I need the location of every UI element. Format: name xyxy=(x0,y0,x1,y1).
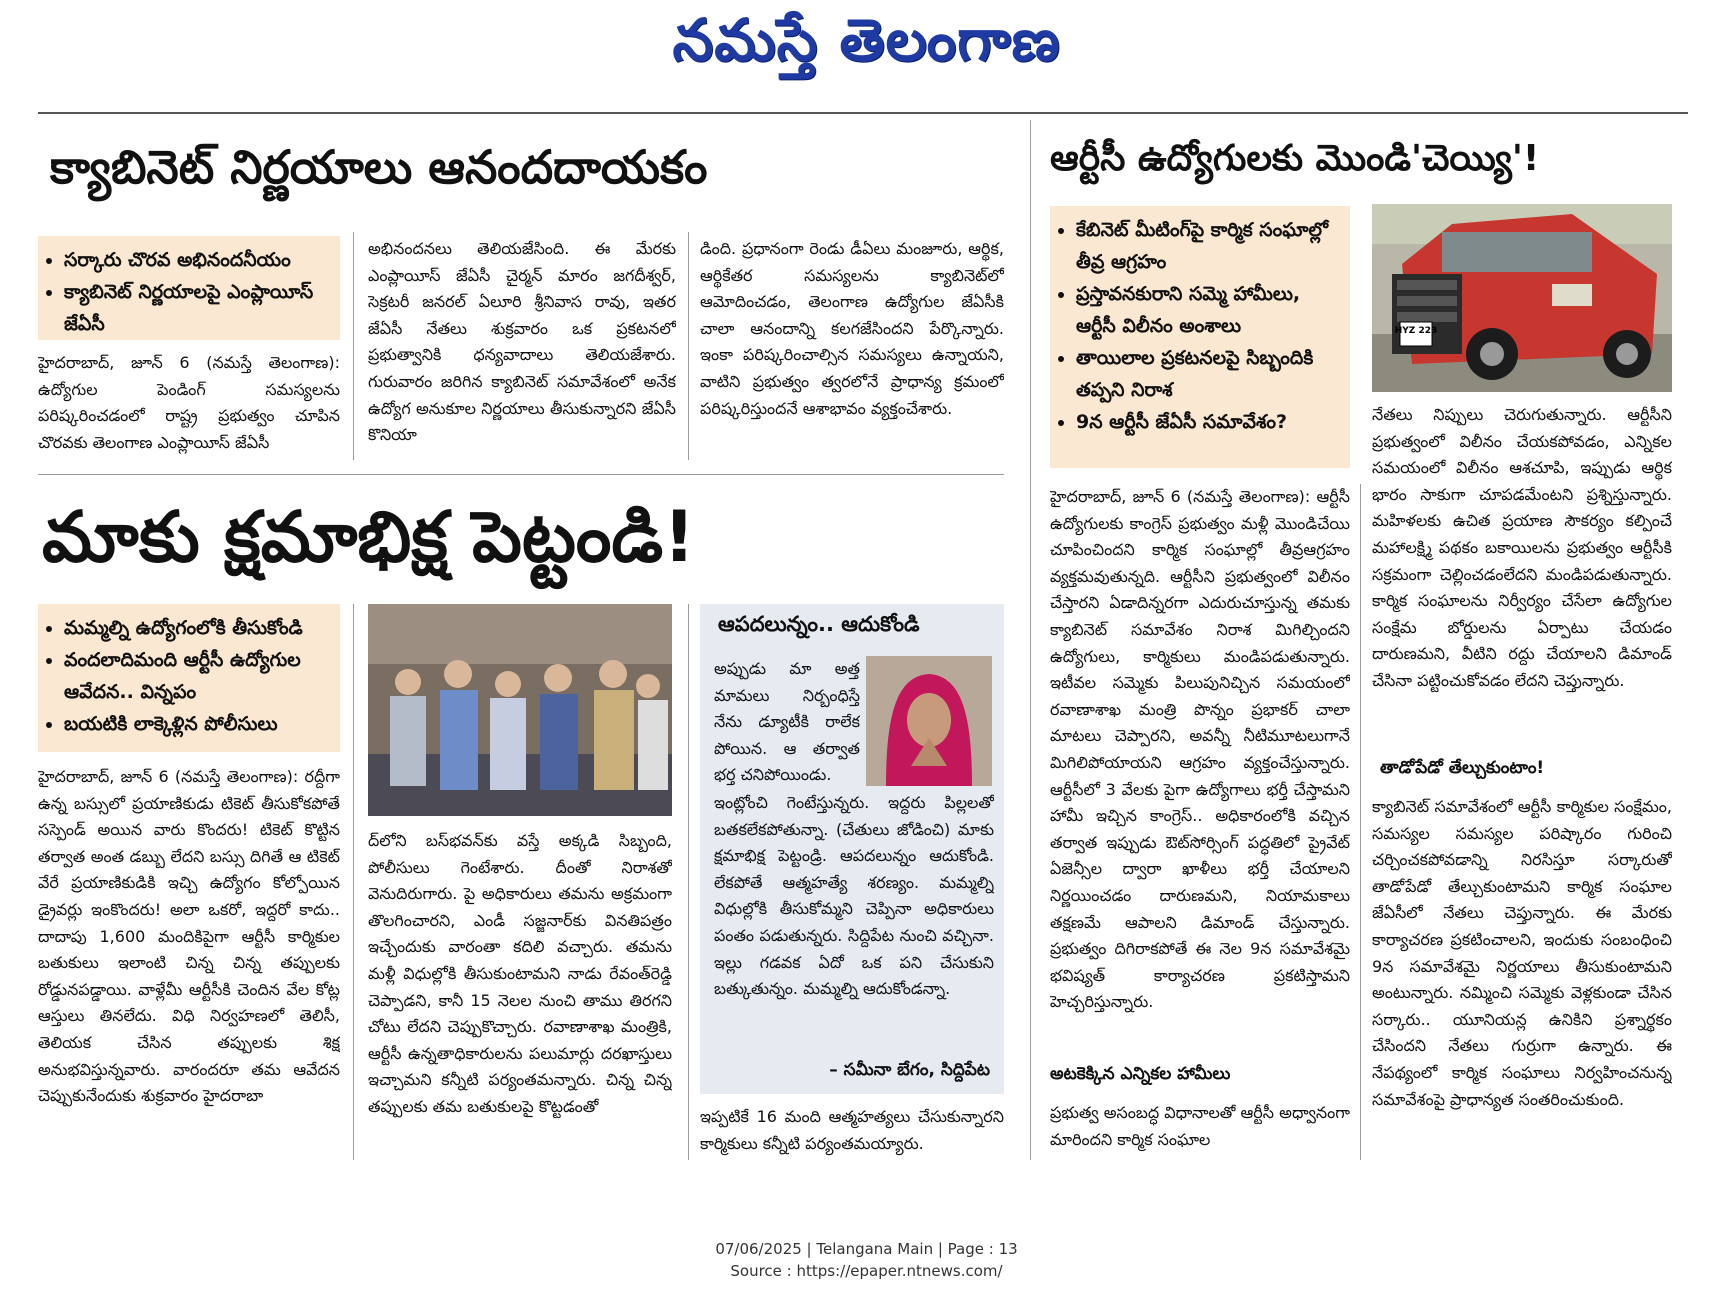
column-rule xyxy=(353,604,354,1160)
highlight-item: • బయటికి లాక్కెళ్లిన పోలీసులు xyxy=(64,708,330,740)
quote-sidebox xyxy=(700,604,1004,1094)
article2-subhead-1: అటకెక్కిన ఎన్నికల హామీలు xyxy=(1050,1064,1231,1084)
portrait-illustration xyxy=(866,656,992,786)
highlight-item: • సర్కారు చొరవ అభినందనీయం xyxy=(64,244,330,276)
highlight-item: • ప్రస్తావనకురాని సమ్మె హామీలు, ఆర్టీసీ విలీనం అంశాలు xyxy=(1076,278,1340,342)
protest-photo xyxy=(368,604,672,816)
section-divider xyxy=(38,474,1004,475)
footer-dateline: 07/06/2025 | Telangana Main | Page : 13 xyxy=(715,1240,1018,1258)
column-rule xyxy=(688,232,689,460)
column-rule xyxy=(688,604,689,1160)
highlight-item: • వందలాదిమంది ఆర్టీసీ ఉద్యోగుల ఆవేదన.. విన్నపం xyxy=(64,644,330,708)
article3-column-1: హైదరాబాద్, జూన్ 6 (నమస్తే తెలంగాణ): రద్దీగా ఉన్న బస్సులో ప్రయాణికుడు టికెట్ తీసుకోకపోతే సస్పెండ్ అయిన వారు కొందరు! టికెట్ కొట్టిన తర్వాత అంత డబ్బు లేదని బస్సు దిగితే ఆ టికెట్ వేరే ప్రయాణికుడికి ఇచ్చి ఉద్యోగం కోల్పోయిన డ్రైవర్లు ఇంకొందరు! అలా ఒకరో, ఇద్దరో కాదు.. దాదాపు 1,600 మందికిపైగా ఆర్టీసీ కార్మికుల బతుకులు ఇలాంటి చిన్న చిన్న తప్పులకు రోడ్డునపడ్డాయి. వాళ్లేమీ ఆర్టీసీకి చెందిన వేల కోట్ల ఆస్తులు తినలేదు. విధి నిర్వహణలో తెలిసీ, తెలియక చేసిన తప్పులకు శిక్ష అనుభవిస్తున్నవారు. వారందరూ తమ ఆవేదన చెప్పుకునేందుకు శుక్రవారం హైదరాబా xyxy=(38,767,340,1106)
article2-subhead-2: తాడోపేడో తేల్చుకుంటాం! xyxy=(1380,758,1545,778)
woman-portrait xyxy=(866,656,992,786)
column-rule xyxy=(1360,484,1361,1160)
sidebox-signature: – సమీనా బేగం, సిద్దిపేట xyxy=(829,1060,990,1080)
vintage-bus-illustration xyxy=(1372,204,1672,392)
sidebox-text: ఇంట్లోంచి గెంటేస్తున్నరు. ఇద్దరు పిల్లలతో బతకలేకపోతున్నా. (చేతులు జోడించి) మాకు క్షమాభిక్ష పెట్టండ్రి. ఆపదలున్నం ఆదుకోండి. లేకపోతే ఆత్మహత్యే శరణ్యం. మమ్మల్ని విధుల్లోకి తీసుకోమ్మని చెప్పినా అధికారులు పంతం పడుతున్నరు. సిద్దిపేట నుంచి వచ్చినా. ఇల్లు గడవక ఏదో ఒక పని చేసుకుని బత్కుతున్నం. మమ్మల్ని ఆదుకోండన్నా. xyxy=(714,793,994,999)
article1-column-2: అభినందనలు తెలియజేసింది. ఈ మేరకు ఎంప్లాయీస్ జేఏసీ చైర్మన్ మారం జగదీశ్వర్, సెక్రటరీ జనరల్ ఏలూరి శ్రీనివాస రావు, ఇతర జేఏసీ నేతలు శుక్రవారం ఒక ప్రకటనలో ప్రభుత్వానికి ధన్యవాదాలు తెలియజేశారు. గురువారం జరిగిన క్యాబినెట్ సమావేశంలో అనేక ఉద్యోగ అనుకూల నిర్ణయాలు తీసుకున్నారని జేఏసీ కొనియా xyxy=(368,239,676,445)
article2-column-1: హైదరాబాద్, జూన్ 6 (నమస్తే తెలంగాణ): ఆర్టీసీ ఉద్యోగులకు కాంగ్రెస్ ప్రభుత్వం మళ్లీ మొండిచేయి చూపించిందని కార్మిక సంఘాల్లో తీవ్రఆగ్రహం వ్యక్తమవుతున్నది. ఆర్టీసీని ప్రభుత్వంలో విలీనం చేస్తారని ఏడాదిన్నరగా ఎదురుచూస్తున్న తమకు క్యాబినెట్ సమావేశం నిరాశ మిగిల్చిందని ఉద్యోగులు, కార్మికులు మండిపడుతున్నారు. ఇటీవల సమ్మెకు పిలుపునిచ్చిన సమయంలో రవాణాశాఖ మంత్రి పొన్నం ప్రభాకర్ చాలా మాటలు చెప్పారని, అవన్నీ నీటిమూటలుగానే మిగిలిపోయాయని ఆగ్రహం వ్యక్తంచేస్తున్నారు. ఆర్టీసీలో 3 వేలకు పైగా ఉద్యోగాలు భర్తీ చేస్తామని హామీ ఇచ్చిన కాంగ్రెస్.. అధికారంలోకి వచ్చిన తర్వాత ఇప్పుడు ఔట్‌సోర్సింగ్ పద్ధతిలో ప్రైవేట్ ఏజెన్సీల ద్వారా ఖాళీలు భర్తీ చేయాలని నిర్ణయించడం దారుణమని, నియామకాలు తక్షణమే ఆపాలని డిమాండ్ చేస్తున్నారు. ప్రభుత్వం దిగిరాకపోతే ఈ నెల 9న సమావేశమై భవిష్యత్ కార్యాచరణ ప్రకటిస్తామని హెచ్చరిస్తున్నారు. xyxy=(1050,487,1350,1012)
article2-column-2: నేతలు నిప్పులు చెరుగుతున్నారు. ఆర్టీసీని ప్రభుత్వంలో విలీనం చేయకపోవడం, ఎన్నికల సమయంలో విలీనం ఆశచూపి, ఇప్పుడు ఆర్థిక భారం సాకుగా చూపడమేంటని ప్రశ్నిస్తున్నారు. మహిళలకు ఉచిత ప్రయాణ సౌకర్యం కల్పించే మహాలక్ష్మి పథకం బకాయిలను ప్రభుత్వం ఆర్టీసీకి సక్రమంగా చెల్లించడంలేదని మండిపడుతున్నారు. కార్మిక సంఘాలను నిర్వీర్యం చేసేలా ఉద్యోగుల సంక్షేమ బోర్డులను ఏర్పాటు చేయడం దారుణమని, వీటిని రద్దు చేయాలని డిమాండ్ చేసినా పట్టించుకోవడం లేదని చెప్తున్నారు. xyxy=(1372,405,1672,690)
article3-column-2: ద్‌లోని బస్‌భవన్‌కు వస్తే అక్కడి సిబ్బంది, పోలీసులు గెంటేశారు. దీంతో నిరాశతో వెనుదిరుగారు. పై అధికారులు తమను అక్రమంగా తొలగించారని, ఎండీ సజ్జనార్‌కు వినతిపత్రం ఇచ్చేందుకు వారంతా కదిలి వచ్చారు. తమను మళ్లీ విధుల్లోకి తీసుకుంటామని నాడు రేవంత్‌రెడ్డి చెప్పాడని, కానీ 15 నెలల నుంచి తాము తిరగని చోటు లేదని చెప్పుకొచ్చారు. రవాణాశాఖ మంత్రికి, ఆర్టీసీ ఉన్నతాధికారులను పలుమార్లు దరఖాస్తులు ఇచ్చామని కన్నీటి పర్యంతమన్నారు. చిన్న చిన్న తప్పులకు తమ బతుకులపై కొట్టడంతో xyxy=(368,831,672,1116)
article3-highlights xyxy=(38,604,340,752)
highlight-item: • కేబినెట్ మీటింగ్‌పై కార్మిక సంఘాల్లో తీవ్ర ఆగ్రహం xyxy=(1076,214,1340,278)
article1-headline: క్యాబినెట్ నిర్ణయాలు ఆనందదాయకం xyxy=(50,140,708,194)
article2-column-1b: ప్రభుత్వ అసంబద్ధ విధానాలతో ఆర్టీసీ అధ్వానంగా మారిందని కార్మిక సంఘాల xyxy=(1050,1103,1350,1149)
article3-headline: మాకు క్షమాభిక్ష పెట్టండి! xyxy=(42,496,696,578)
license-plate-text: HYZ 223 xyxy=(1394,326,1438,336)
article2-column-2b: క్యాబినెట్ సమావేశంలో ఆర్టీసీ కార్మికుల సంక్షేమం, సమస్యల సమస్యల పరిష్కారం గురించి చర్చించకపోవడాన్ని నిరసిస్తూ సర్కారుతో తాడోపేడో తేల్చుకుంటామని కార్మిక సంఘాల జేఏసీలో నేతలు చెప్తున్నారు. ఈ మేరకు కార్యాచరణ ప్రకటించాలని, ఇందుకు సంబంధించి 9న సమావేశమై నిర్ణయాలు తీసుకుంటామని అంటున్నారు. నమ్మించి సమ్మెకు వెళ్లకుండా చేసిన సర్కారు.. యూనియన్ల ఉనికిని ప్రశ్నార్థకం చేసిందని నేతలు గుర్రుగా ఉన్నారు. ఈ నేపథ్యంలో కార్మిక సంఘాలు నిర్వహించనున్న సమావేశంపై ప్రాధాన్యత సంతరించుకుంది. xyxy=(1372,797,1672,1109)
sidebox-text-top: అప్పుడు మా అత్త మామలు నిర్బంధిస్తే నేను డ్యూటీకి రాలేక పోయిన. ఆ తర్వాత భర్త చనిపోయిండు. xyxy=(714,659,860,785)
column-rule xyxy=(353,232,354,460)
section-rule xyxy=(1030,120,1031,1160)
masthead-divider xyxy=(38,112,1688,114)
highlight-item: • మమ్మల్ని ఉద్యోగంలోకి తీసుకోండి xyxy=(64,612,330,644)
bus-photo xyxy=(1372,204,1672,392)
highlight-item: • తాయిలాల ప్రకటనలపై సిబ్బందికి తప్పని నిరాశ xyxy=(1076,342,1340,406)
sidebox-title: ఆపదలున్నం.. ఆదుకోండి xyxy=(718,612,920,636)
article1-column-3: డింది. ప్రధానంగా రెండు డీఏలు మంజూరు, ఆర్థిక, ఆర్థికేతర సమస్యలను క్యాబినెట్‌లో ఆమోదించడం, తెలంగాణ ఉద్యోగుల జేఏసీకి చాలా ఆనందాన్ని కలగజేసిందని పేర్కొన్నారు. ఇంకా పరిష్కరించాల్సిన సమస్యలు ఉన్నాయని, వాటిని ప్రభుత్వం త్వరలోనే ప్రాధాన్య క్రమంలో పరిష్కరిస్తుందనే ఆశాభావం వ్యక్తంచేశారు. xyxy=(700,239,1004,418)
article3-column-3: ఇప్పటికే 16 మంది ఆత్మహత్యలు చేసుకున్నారని కార్మికులు కన్నీటి పర్యంతమయ్యారు. xyxy=(700,1107,1004,1153)
article1-column-1: హైదరాబాద్, జూన్ 6 (నమస్తే తెలంగాణ): ఉద్యోగుల పెండింగ్ సమస్యలను పరిష్కరించడంలో రాష్ట్ర ప్రభుత్వం చూపిన చొరవకు తెలంగాణ ఎంప్లాయీస్ జేఏసీ xyxy=(38,353,340,452)
masthead-logo: నమస్తే తెలంగాణ xyxy=(672,6,1061,74)
workers-group-illustration xyxy=(368,604,672,816)
highlight-item: • క్యాబినెట్ నిర్ణయాలపై ఎంప్లాయీస్ జేఏసీ xyxy=(64,276,330,340)
footer-source-link[interactable]: Source : https://epaper.ntnews.com/ xyxy=(730,1262,1003,1280)
highlight-item: • 9న ఆర్టీసీ జేఏసీ సమావేశం? xyxy=(1076,406,1340,438)
article2-headline: ఆర్టీసీ ఉద్యోగులకు మొండి'చెయ్యి'! xyxy=(1050,138,1540,179)
article1-highlights xyxy=(38,236,340,340)
article2-highlights xyxy=(1050,206,1350,468)
